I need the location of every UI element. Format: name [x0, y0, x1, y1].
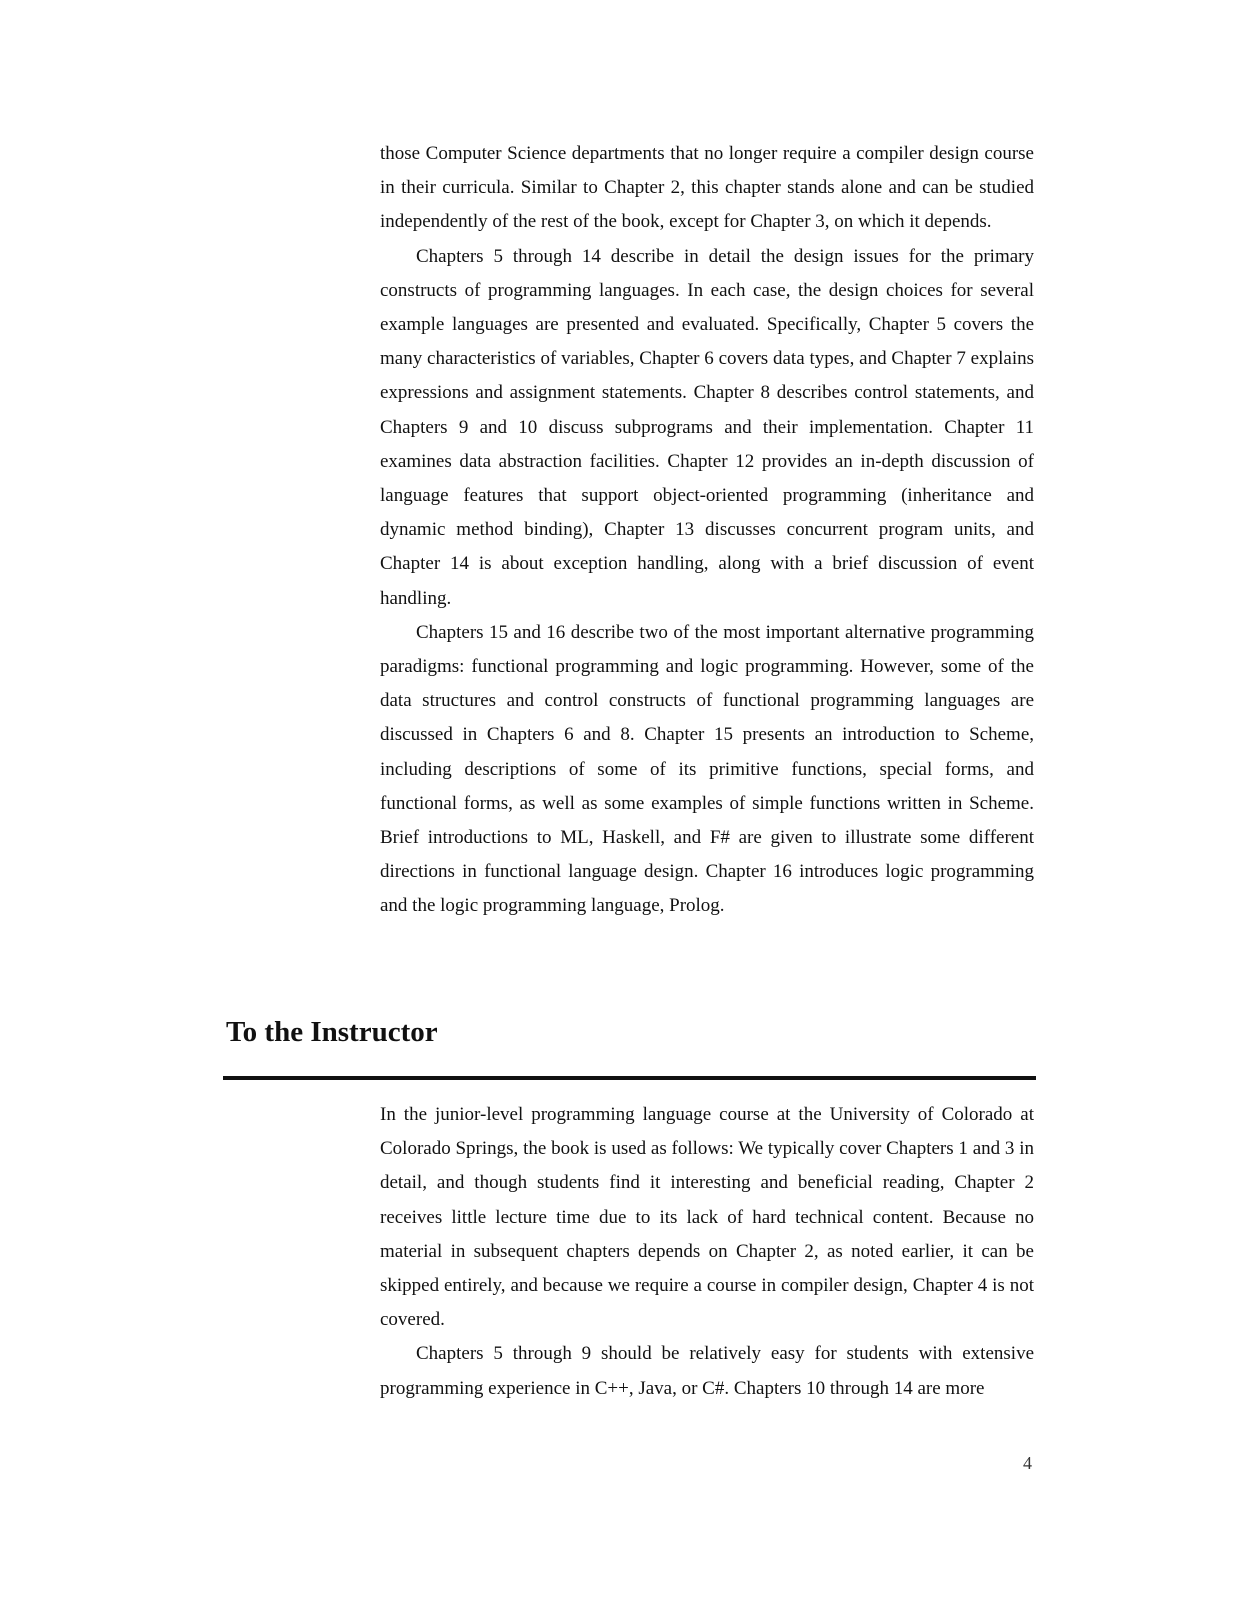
paragraph-chapters-15-16: Chapters 15 and 16 describe two of the most important alternative programming paradigms: functional programming and logic programming. However, some of the data structures and control constructs of functional programming languages are discussed in Chapters 6 and 8. Chapter 15 presents an introduction to Scheme, including descriptions of some of its primitive functions, special forms, and functional forms, as well as some examples of simple functions written in Scheme. Brief introductions to ML, Haskell, and F# are given to illustrate some different directions in functional language design. Chapter 16 introduces logic programming and the logic programming language, Prolog.	[380, 621, 1034, 917]
paragraph-chapters-5-14: Chapters 5 through 14 describe in detail the design issues for the primary constructs of programming languages. In each case, the design choices for several example languages are presented and evaluated. Specifically, Chapter 5 covers the many characteristics of variables, Chapter 6 covers data types, and Chapter 7 explains expressions and assignment statements. Chapter 8 describes control statements, and Chapters 9 and 10 discuss subprograms and their implementation. Chapter 11 examines data abstraction facilities. Chapter 12 provides an in-depth discussion of language features that support object-oriented programming (inheritance and dynamic method binding), Chapter 13 discusses concurrent program units, and Chapter 14 is about exception handling, along with a brief discussion of event handling.	[380, 245, 1034, 609]
section-divider	[223, 1076, 1036, 1080]
paragraph-course-usage: In the junior-level programming language course at the University of Colorado at Colorado Springs, the book is used as follows: We typically cover Chapters 1 and 3 in detail, and though students find it interesting and beneficial reading, Chapter 2 receives little lecture time due to its lack of hard technical content. Because no material in subsequent chapters depends on Chapter 2, as noted earlier, it can be skipped entirely, and because we require a course in compiler design, Chapter 4 is not covered.	[380, 1104, 1034, 1331]
section-heading: To the Instructor	[226, 1016, 438, 1048]
paragraph-continuation: those Computer Science departments that no longer require a compiler design course in their curricula. Similar to Chapter 2, this chapter stands alone and can be studied independently of the rest of the book, except for Chapter 3, on which it depends.	[380, 143, 1034, 233]
paragraph-chapters-5-9: Chapters 5 through 9 should be relatively easy for students with extensive programming experience in C++, Java, or C#. Chapters 10 through 14 are more	[380, 1343, 1034, 1399]
continuation-text-block	[380, 137, 1034, 924]
page-number: 4	[1023, 1453, 1032, 1473]
instructor-text-block	[380, 1098, 1034, 1406]
